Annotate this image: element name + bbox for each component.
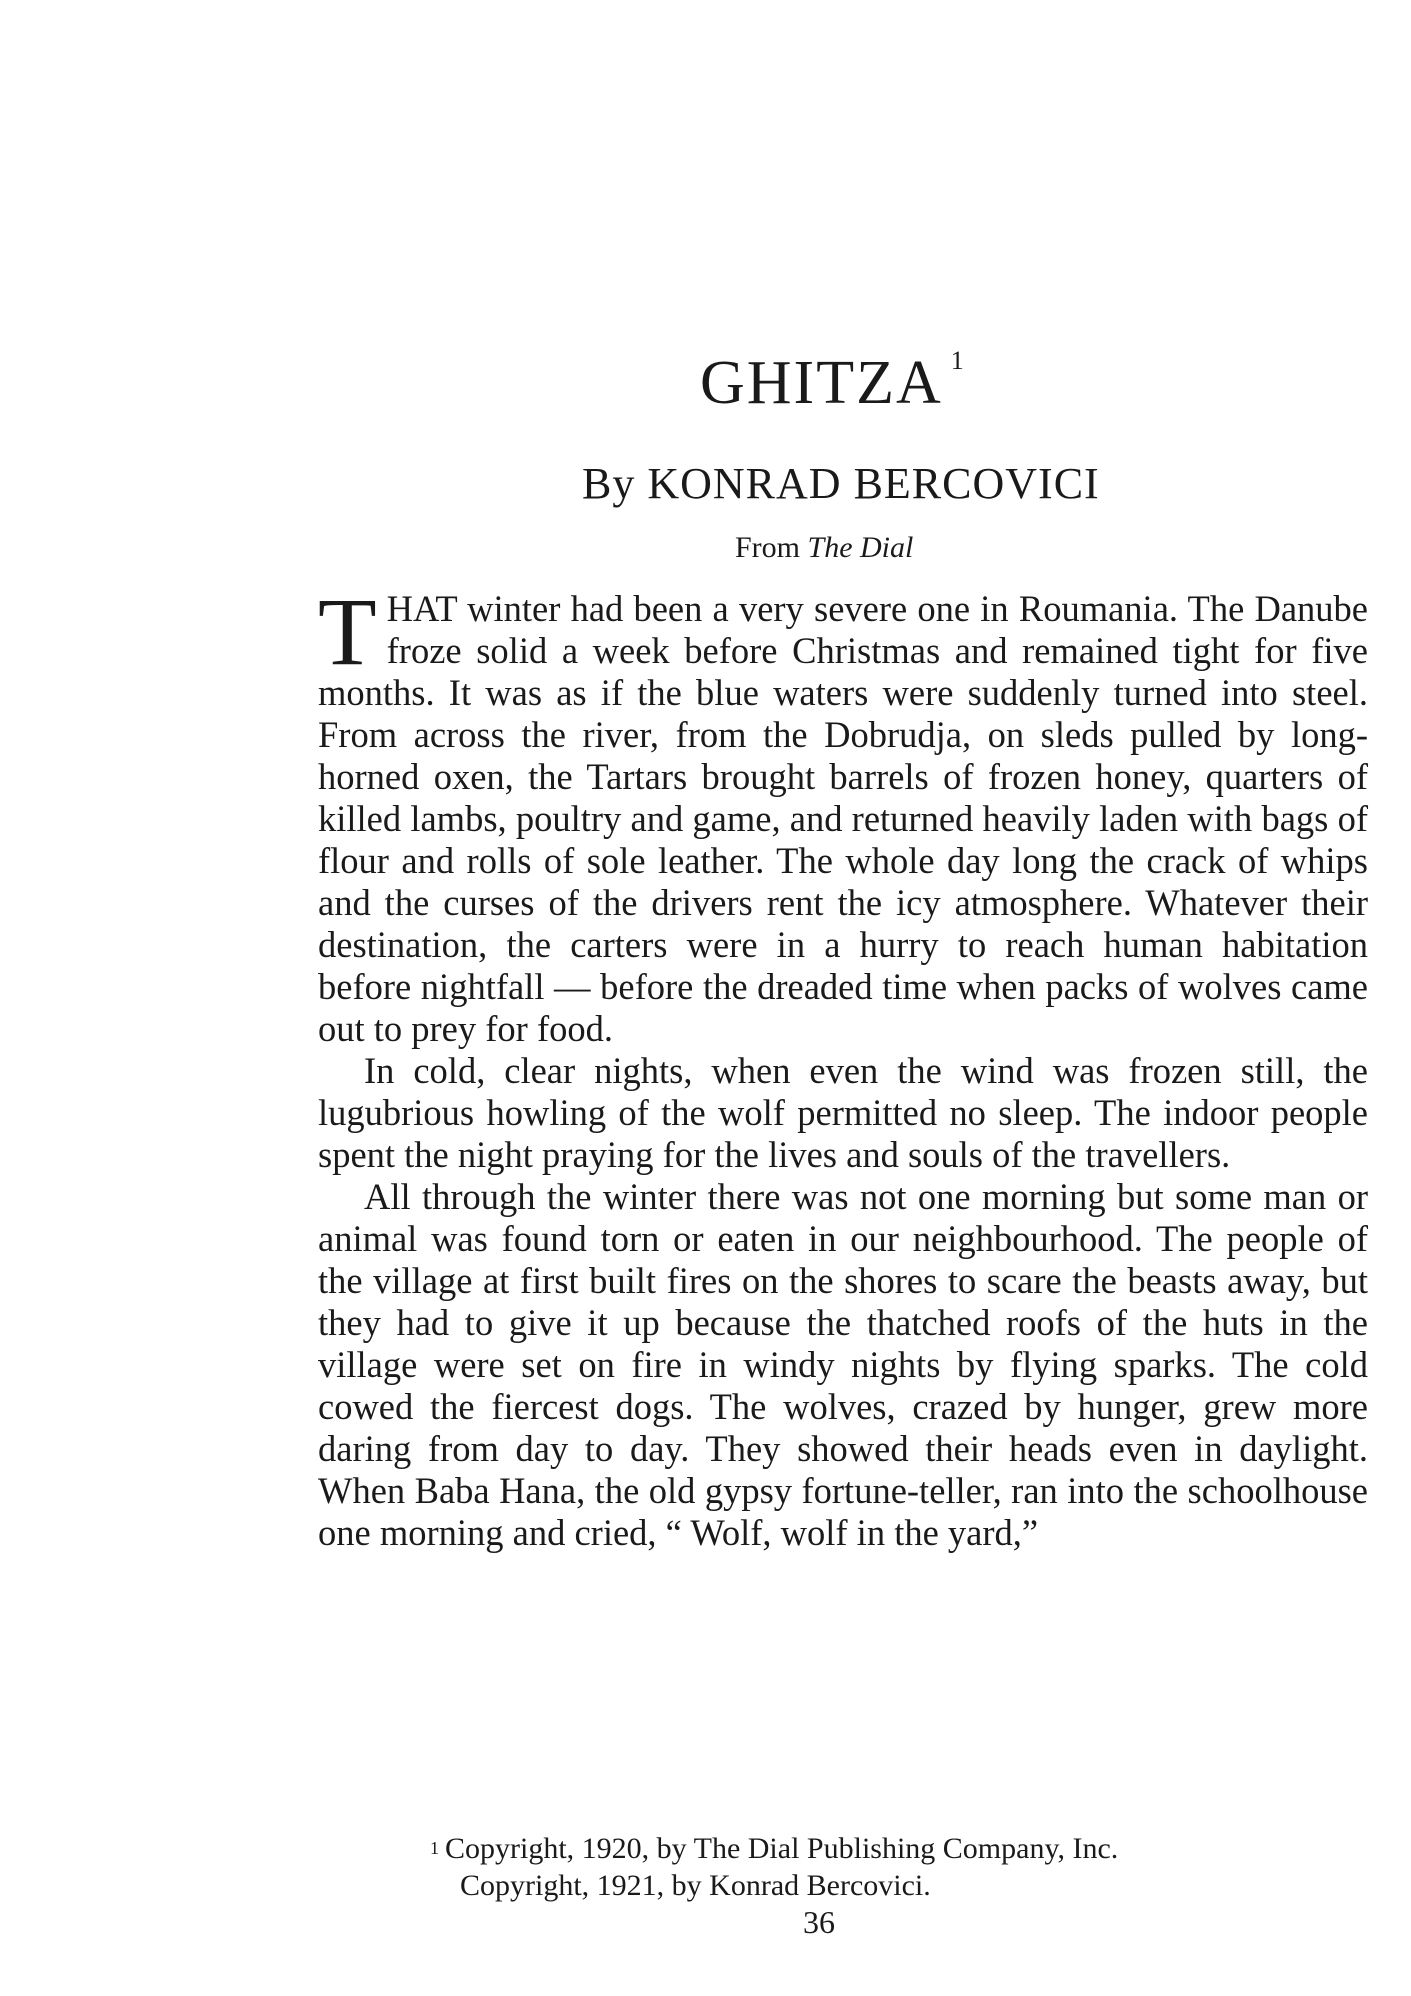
title-footnote-marker: 1	[950, 346, 966, 375]
paragraph-2: In cold, clear nights, when even the wind was frozen still, the lugubrious howling of the wolf permitted no sleep. The indoor people spent the night praying for the lives and souls of the travellers.	[318, 1050, 1368, 1175]
footnote-line-1: Copyright, 1920, by The Dial Publishing Company, Inc.	[445, 1832, 1119, 1865]
story-title-text: GHITZA	[700, 349, 943, 417]
footnote	[430, 1830, 1330, 1904]
story-body	[318, 578, 1368, 1554]
source-publication: The Dial	[807, 531, 914, 564]
paragraph-3: All through the winter there was not one morning but some man or animal was found torn or eaten in our neighbourhood. The people of the village at first built fires on the shores to scare the beasts away, but they had to give it up because the thatched roofs of the huts in the village were set on fire in windy nights by flying sparks. The cold cowed the fiercest dogs. The wolves, crazed by hunger, grew more daring from day to day. They showed their heads even in daylight. When Baba Hana, the old gypsy fortune-teller, ran into the schoolhouse one morning and cried, “ Wolf, wolf in the yard,”	[318, 1176, 1368, 1553]
paragraph-1	[318, 578, 1368, 1050]
story-title	[700, 346, 966, 417]
byline-by: By	[582, 459, 636, 508]
byline	[582, 459, 1100, 508]
footnote-marker: 1	[430, 1838, 439, 1858]
paragraph-1-text: HAT winter had been a very severe one in Roumania. The Danube froze solid a week before Christmas and remained tight for five months. It was as if the blue waters were suddenly turned into steel. From across the river, from the Dobrudja, on sleds pulled by long-horned oxen, the Tartars brought barrels of frozen honey, quarters of killed lambs, poultry and game, and returned heavily laden with bags of flour and rolls of sole leather. The whole day long the crack of whips and the curses of the drivers rent the icy atmosphere. Whatever their destination, the carters were in a hurry to reach human habitation before nightfall — before the dreaded time when packs of wolves came out to prey for food.	[318, 588, 1368, 1049]
source-line	[735, 533, 913, 563]
source-prefix: From	[735, 531, 808, 564]
page-number: 36	[803, 1904, 835, 1940]
footnote-line-2: Copyright, 1921, by Konrad Bercovici.	[460, 1869, 931, 1902]
author-name: KONRAD BERCOVICI	[647, 459, 1100, 508]
drop-cap: T	[318, 578, 377, 685]
